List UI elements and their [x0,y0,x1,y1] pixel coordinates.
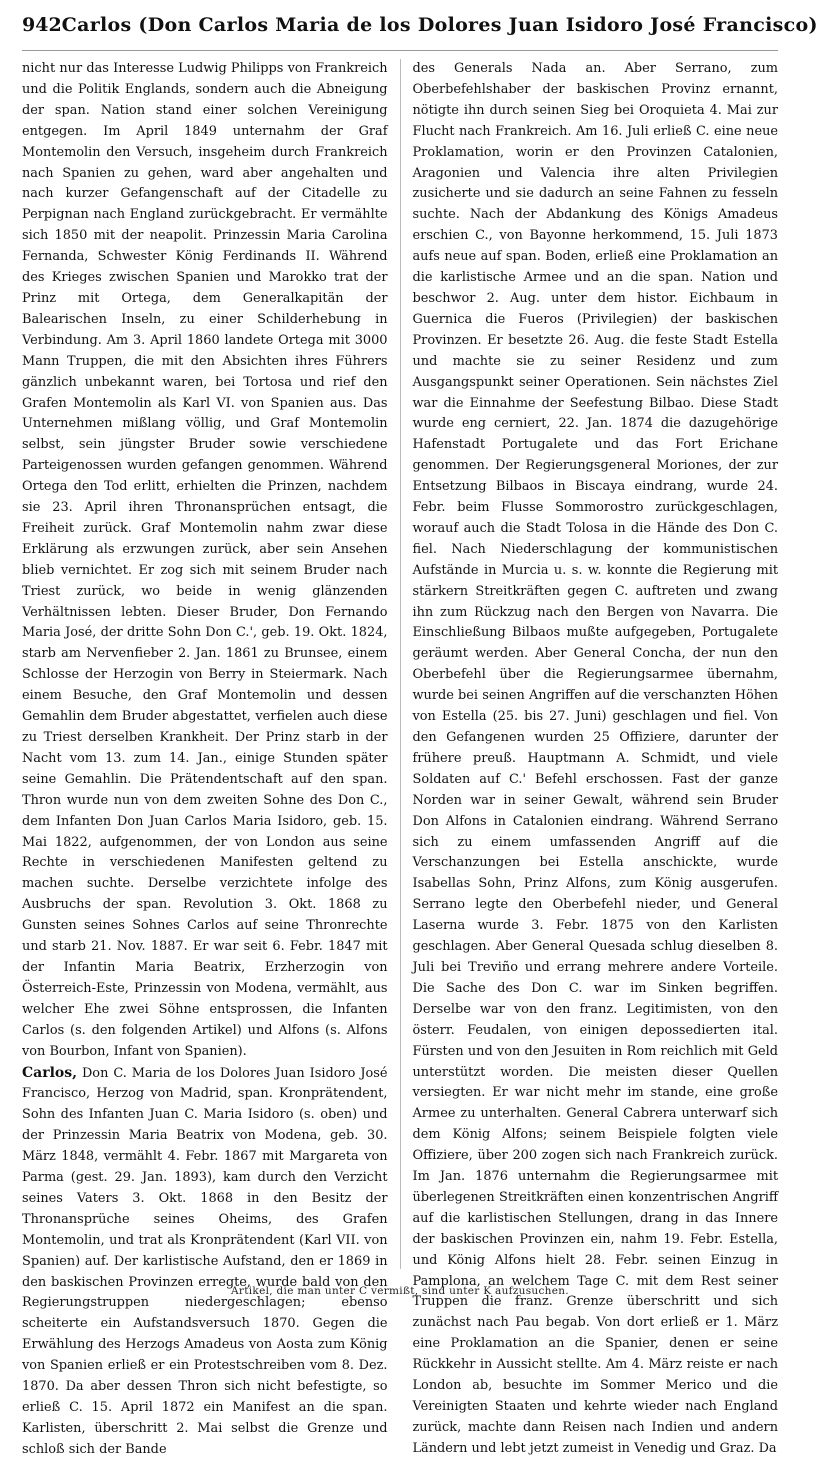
right-column [412,59,779,1456]
footer-note: Artikel, die man unter C vermißt, sind unter K aufzusuchen. [231,1285,569,1297]
new-entry-paragraph [22,1063,388,1461]
column-divider [400,59,401,1269]
entry-continued-paragraph: nicht nur das Interesse Ludwig Philipps von Frankreich und die Politik Englands, sondern auch die Abneigung der span. Nation stand einer solchen Vereinigung entgegen. Im April 1849 unternahm der Graf Montemolin den Versuch, insgeheim durch Frankreich nach Spanien zu gehen, ward aber angehalten und nach kurzer Gefangenschaft auf der Citadelle zu Perpignan nach England zurückgebracht. Er vermählte sich 1850 mit der neapolit. Prinzessin Maria Carolina Fernanda, Schwester König Ferdinands II. Während des Krieges zwischen Spanien und Marokko trat der Prinz mit Ortega, dem Generalkapitän der Balearischen Inseln, zu einer Schilderhebung in Verbindung. Am 3. April 1860 landete Ortega mit 3000 Mann Truppen, die mit den Absichten ihres Führers gänzlich unbekannt waren, bei Tortosa und rief den Grafen Montemolin als Karl VI. von Spanien aus. Das Unternehmen mißlang völlig, und Graf Montemolin selbst, sein jüngster Bruder sowie verschiedene Parteigenossen wurden gefangen genommen. Während Ortega den Tod erlitt, erhielten die Prinzen, nachdem sie 23. April ihren Thronansprüchen entsagt, die Freiheit zurück. Graf Montemolin nahm zwar diese Erklärung als erzwungen zurück, aber sein Ansehen blieb vernichtet. Er zog sich mit seinem Bruder nach Triest zurück, wo beide in wenig glänzenden Verhältnissen lebten. Dieser Bruder, Don Fernando Maria José, der dritte Sohn Don C.', geb. 19. Okt. 1824, starb am Nervenfieber 2. Jan. 1861 zu Brunsee, einem Schlosse der Herzogin von Berry in Steiermark. Nach einem Besuche, den Graf Montemolin und dessen Gemahlin dem Bruder abgestattet, verfielen auch diese zu Triest derselben Krankheit. Der Prinz starb in der Nacht vom 13. zum 14. Jan., einige Stunden später seine Gemahlin. Die Prätendentschaft auf den span. Thron wurde nun von dem zweiten Sohne des Don C., dem Infanten Don Juan Carlos Maria Isidoro, geb. 15. Mai 1822, aufgenommen, der von London aus seine Rechte in verschiedenen Manifesten geltend zu machen suchte. Derselbe verzichtete infolge des Ausbruchs der span. Revolution 3. Okt. 1868 zu Gunsten seines Sohnes Carlos auf seine Thronrechte und starb 21. Nov. 1887. Er war seit 6. Febr. 1847 mit der Infantin Maria Beatrix, Erzherzogin von Österreich-Este, Prinzessin von Modena, vermählt, aus welcher Ehe zwei Söhne entsprossen, die Infanten Carlos (s. den folgenden Artikel) und Alfons (s. Alfons von Bourbon, Infant von Spanien). [22,61,388,1059]
entry-lemma: Carlos, [22,1064,78,1081]
page-number: 942 [22,14,62,36]
running-head: Carlos (Don Carlos Maria de los Dolores Juan Isidoro José Francisco) [61,14,818,36]
new-entry-text: Don C. Maria de los Dolores Juan Isidoro José Francisco, Herzog von Madrid, span. Kronprätendent, Sohn des Infanten Juan C. Maria Isidoro (s. oben) und der Prinzessin Maria Beatrix von Modena, geb. 30. März 1848, vermählt 4. Febr. 1867 mit Margareta von Parma (gest. 29. Jan. 1893), kam durch den Verzicht seines Vaters 3. Okt. 1868 in den Besitz der Thronansprüche seines Oheims, des Grafen Montemolin, und trat als Kronprätendent (Karl VII. von Spanien) auf. Der karlistische Aufstand, den er 1869 in den baskischen Provinzen erregte, wurde bald von den Regierungstruppen niedergeschlagen; ebenso scheiterte ein Aufstandsversuch 1870. Gegen die Erwählung des Herzogs Amadeus von Aosta zum König von Spanien erließ er ein Protestschreiben vom 8. Dez. 1870. Da aber dessen Thron sich nicht befestigte, so erließ C. 15. April 1872 ein Manifest an die span. Karlisten, überschritt 2. Mai selbst die Grenze und schloß sich der Bande [22,1065,388,1457]
page-header [22,14,818,51]
left-column [22,59,388,1457]
right-column-paragraph: des Generals Nada an. Aber Serrano, zum Oberbefehlshaber der baskischen Provinz ernannt, nötigte ihn durch seinen Sieg bei Oroquieta 4. Mai zur Flucht nach Frankreich. Am 16. Juli erließ C. eine neue Proklamation, worin er den Provinzen Catalonien, Aragonien und Valencia ihre alten Privilegien zusicherte und sie dadurch an seine Fahnen zu fesseln suchte. Nach der Abdankung des Königs Amadeus erschien C., von Bayonne herkommend, 15. Juli 1873 aufs neue auf span. Boden, erließ eine Proklamation an die karlistische Armee und an die span. Nation und beschwor 2. Aug. unter dem histor. Eichbaum in Guernica die Fueros (Privilegien) der baskischen Provinzen. Er besetzte 26. Aug. die feste Stadt Estella und machte sie zu seiner Residenz und zum Ausgangspunkt seiner Operationen. Sein nächstes Ziel war die Einnahme der Seefestung Bilbao. Diese Stadt wurde eng cerniert, 22. Jan. 1874 die dazugehörige Hafenstadt Portugalete und das Fort Erichane genommen. Der Regierungsgeneral Moriones, der zur Entsetzung Bilbaos in Biscaya eindrang, wurde 24. Febr. beim Flusse Sommorostro zurückgeschlagen, worauf auch die Stadt Tolosa in die Hände des Don C. fiel. Nach Niederschlagung der kommunistischen Aufstände in Murcia u. s. w. konnte die Regierung mit stärkern Streitkräften gegen C. auftreten und zwang ihn zum Rückzug nach den Bergen von Navarra. Die Einschließung Bilbaos mußte aufgegeben, Portugalete geräumt werden. Aber General Concha, der nun den Oberbefehl über die Regierungsarmee übernahm, wurde bei seinen Angriffen auf die verschanzten Höhen von Estella (25. bis 27. Juni) geschlagen und fiel. Von den Gefangenen wurden 25 Offiziere, darunter der frühere preuß. Hauptmann A. Schmidt, und viele Soldaten auf C.' Befehl erschossen. Fast der ganze Norden war in seiner Gewalt, während sein Bruder Don Alfons in Catalonien eindrang. Während Serrano sich zu einem umfassenden Angriff auf die Verschanzungen bei Estella anschickte, wurde Isabellas Sohn, Prinz Alfons, zum König ausgerufen. Serrano legte den Oberbefehl nieder, und General Laserna wurde 3. Febr. 1875 von den Karlisten geschlagen. Aber General Quesada schlug dieselben 8. Juli bei Treviño und errang mehrere andere Vorteile. Die Sache des Don C. war im Sinken begriffen. Derselbe war von den franz. Legitimisten, von den österr. Feudalen, von einigen depossedierten ital. Fürsten und von den Jesuiten in Rom reichlich mit Geld unterstützt worden. Die meisten dieser Quellen versiegten. Er war nicht mehr im stande, eine große Armee zu unterhalten. General Cabrera unterwarf sich dem König Alfons; seinem Beispiele folgten viele Offiziere, über 200 zogen sich nach Frankreich zurück. Im Jan. 1876 unternahm die Regierungsarmee mit überlegenen Streitkräften einen konzentrischen Angriff auf die karlistischen Stellungen, drang in das Innere der baskischen Provinzen ein, nahm 19. Febr. Estella, und König Alfons hielt 28. Febr. seinen Einzug in Pamplona, an welchem Tage C. mit dem Rest seiner Truppen die franz. Grenze überschritt und sich zunächst nach Pau begab. Von dort erließ er 1. März eine Proklamation an die Spanier, denen er seine Rückkehr in Aussicht stellte. Am 4. März reiste er nach London ab, besuchte im Sommer Merico und die Vereinigten Staaten und kehrte wieder nach England zurück, machte dann Reisen nach Indien und andern Ländern und lebt jetzt zumeist in Venedig und Graz. Da [412,61,779,1456]
